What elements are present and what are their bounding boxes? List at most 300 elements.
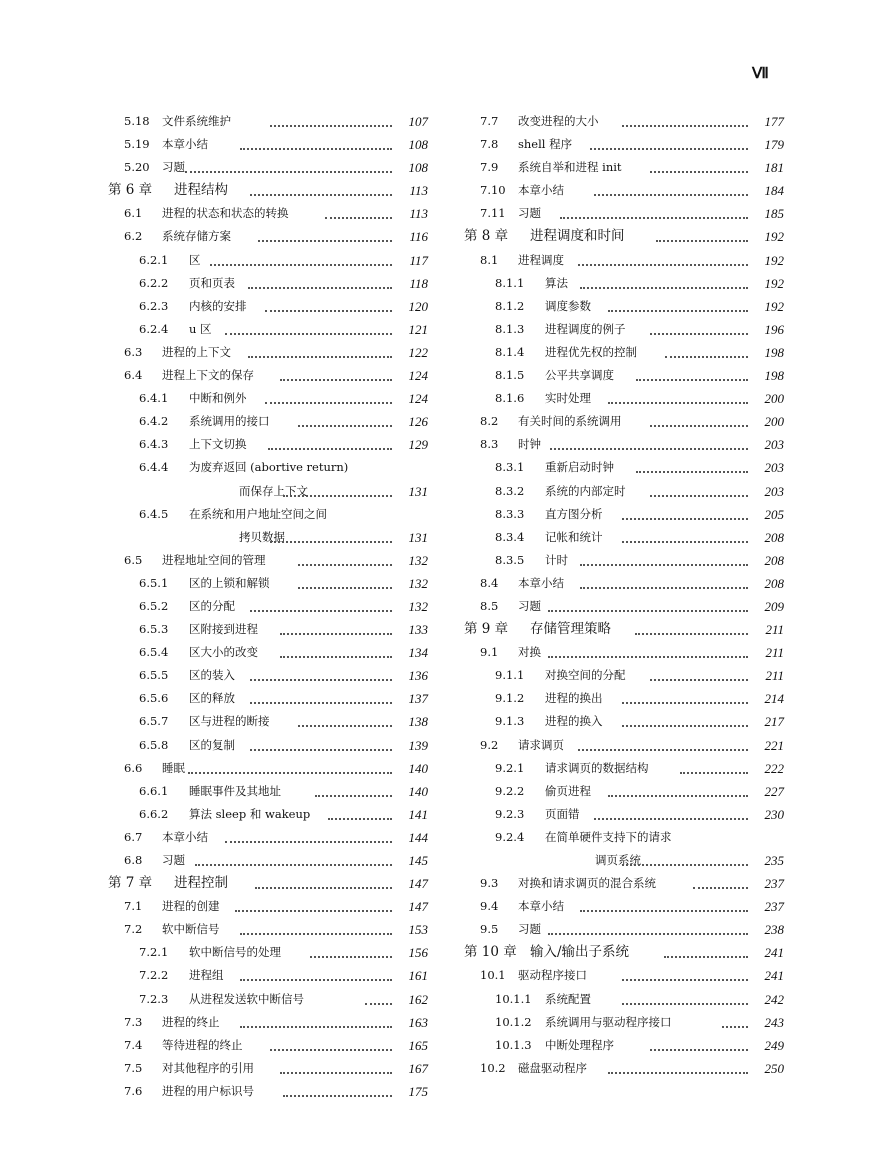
toc-entry-title: 进程调度 [518, 252, 564, 267]
toc-dot-leader [608, 402, 748, 404]
toc-entry-title: 偷页进程 [545, 783, 591, 798]
toc-dot-leader [693, 887, 748, 889]
toc-dot-leader [622, 979, 748, 981]
toc-entry-title: 软中断信号的处理 [189, 945, 281, 960]
toc-dot-leader [225, 841, 392, 843]
toc-entry [108, 433, 428, 456]
toc-entry-number: 6.4.2 [139, 414, 169, 429]
toc-entry-title: 为废弃返回 (abortive return) [189, 460, 349, 475]
toc-dot-leader [650, 333, 748, 335]
toc-dot-leader [650, 171, 748, 173]
toc-entry-title: 进程的状态和状态的转换 [162, 206, 289, 221]
toc-entry [108, 503, 428, 526]
toc-entry [108, 318, 428, 341]
toc-entry-number: 6.3 [124, 344, 143, 359]
toc-entry-number: 10.1.2 [495, 1014, 532, 1029]
toc-dot-leader [250, 610, 392, 612]
toc-entry-page: 211 [765, 668, 784, 684]
toc-entry [464, 687, 784, 710]
toc-entry [464, 387, 784, 410]
toc-entry-title: 睡眠事件及其地址 [189, 783, 281, 798]
toc-entry [464, 364, 784, 387]
toc-entry-title: 调度参数 [545, 298, 591, 313]
toc-entry [108, 272, 428, 295]
toc-dot-leader [608, 310, 748, 312]
toc-entry-title: 算法 sleep 和 wakeup [189, 806, 311, 821]
toc-entry [108, 710, 428, 733]
toc-entry-page: 134 [408, 645, 428, 661]
toc-dot-leader [580, 587, 748, 589]
toc-dot-leader [580, 910, 748, 912]
toc-entry-number: 6.5.3 [139, 622, 169, 637]
toc-entry-number: 6.5.2 [139, 598, 169, 613]
toc-chapter-entry [108, 179, 428, 202]
toc-entry-title: 区与进程的断接 [189, 714, 270, 729]
toc-entry-number: 6.5.6 [139, 691, 169, 706]
toc-dot-leader [622, 518, 748, 520]
toc-dot-leader [315, 795, 392, 797]
toc-dot-leader [280, 1072, 392, 1074]
toc-entry [108, 202, 428, 225]
toc-entry [108, 1080, 428, 1103]
toc-entry-page: 203 [764, 437, 784, 453]
toc-entry-number: 6.8 [124, 853, 143, 867]
toc-dot-leader [580, 564, 748, 566]
toc-entry [464, 156, 784, 179]
toc-dot-leader [578, 749, 748, 751]
toc-entry [464, 456, 784, 479]
toc-entry-page: 108 [408, 160, 428, 176]
toc-entry-title: 上下文切换 [189, 437, 247, 452]
toc-entry-number: 9.3 [480, 876, 499, 891]
toc-entry-title: u 区 [189, 321, 212, 336]
toc-dot-leader [608, 1072, 748, 1074]
toc-dot-leader [283, 1095, 392, 1097]
toc-entry [464, 780, 784, 803]
toc-entry-page: 192 [764, 275, 784, 291]
toc-entry-number: 6.4.1 [139, 391, 169, 406]
page-number: Ⅶ [752, 66, 769, 82]
toc-dot-leader [188, 772, 392, 774]
toc-entry-title: 实时处理 [545, 391, 591, 406]
toc-entry-page: 198 [764, 344, 784, 360]
toc-entry [464, 318, 784, 341]
toc-entry-page: 203 [764, 483, 784, 499]
toc-entry [108, 964, 428, 987]
toc-entry-page: 196 [764, 321, 784, 337]
toc-entry-title: 区 [189, 252, 201, 267]
toc-entry [108, 156, 428, 179]
toc-dot-leader [280, 379, 392, 381]
toc-dot-leader [590, 148, 748, 150]
toc-entry-page: 217 [764, 714, 784, 730]
toc-entry-title: 本章小结 [518, 899, 564, 914]
toc-entry-page: 161 [408, 968, 428, 984]
toc-entry-number: 6.5.4 [139, 645, 169, 660]
toc-dot-leader [656, 240, 748, 242]
toc-dot-leader [636, 471, 748, 473]
toc-entry-page: 132 [408, 552, 428, 568]
toc-entry-number: 6.4.5 [139, 506, 169, 521]
toc-entry-page: 238 [764, 922, 784, 938]
toc-entry [108, 803, 428, 826]
toc-entry-page: 177 [764, 114, 784, 129]
toc-dot-leader [210, 264, 392, 266]
toc-dot-leader [225, 333, 392, 335]
toc-dot-leader [283, 495, 392, 497]
toc-entry-number: 8.3.1 [495, 460, 525, 475]
toc-entry [464, 179, 784, 202]
toc-entry-title: 进程结构 [174, 182, 228, 199]
toc-entry-number: 8.1.5 [495, 368, 525, 383]
toc-entry-title: 而保存上下文 [239, 483, 308, 498]
toc-entry [464, 572, 784, 595]
toc-entry-title: 习题 [162, 160, 185, 175]
toc-dot-leader [578, 264, 748, 266]
toc-entry [108, 341, 428, 364]
toc-entry [108, 364, 428, 387]
toc-entry-title: 重新启动时钟 [545, 460, 614, 475]
toc-entry-number: 7.2.3 [139, 991, 169, 1006]
toc-entry-number: 9.4 [480, 899, 499, 914]
toc-dot-leader [270, 541, 392, 543]
toc-entry-number: 5.18 [124, 114, 150, 128]
toc-dot-leader [250, 194, 392, 196]
toc-entry-title: 系统自举和进程 init [518, 160, 622, 175]
toc-entry-title: 进程的用户标识号 [162, 1083, 254, 1098]
toc-entry-page: 181 [764, 160, 784, 176]
toc-entry-title: 软中断信号 [162, 922, 220, 937]
toc-entry-number: 10.2 [480, 1060, 506, 1075]
toc-entry-number: 8.4 [480, 575, 499, 590]
toc-entry [108, 295, 428, 318]
toc-dot-leader [248, 287, 392, 289]
toc-entry [108, 456, 428, 479]
toc-dot-leader [548, 610, 748, 612]
toc-entry-page: 147 [408, 876, 428, 892]
toc-dot-leader [722, 1026, 748, 1028]
toc-dot-leader [622, 541, 748, 543]
toc-entry-number: 9.2.1 [495, 760, 525, 775]
toc-dot-leader [270, 125, 392, 127]
toc-entry-title: shell 程序 [518, 137, 573, 152]
toc-dot-leader [650, 495, 748, 497]
toc-entry [464, 272, 784, 295]
toc-entry [108, 225, 428, 248]
toc-entry-page: 121 [408, 321, 428, 337]
toc-entry [464, 826, 784, 849]
toc-entry-number: 7.3 [124, 1014, 143, 1029]
toc-dot-leader [325, 217, 392, 219]
toc-entry-number: 9.2.2 [495, 783, 525, 798]
toc-entry [108, 572, 428, 595]
toc-entry-title: 改变进程的大小 [518, 114, 599, 128]
toc-dot-leader [594, 194, 748, 196]
toc-entry-title: 算法 [545, 275, 568, 290]
toc-dot-leader [310, 956, 392, 958]
toc-entry-page: 185 [764, 206, 784, 222]
toc-entry-title: 本章小结 [518, 183, 564, 198]
toc-entry-title: 区大小的改变 [189, 645, 258, 660]
toc-entry-title: 习题 [518, 206, 541, 221]
toc-entry-number: 8.3.2 [495, 483, 525, 498]
toc-dot-leader [240, 1026, 392, 1028]
toc-entry-page: 175 [408, 1083, 428, 1099]
toc-entry-title: 进程调度的例子 [545, 321, 626, 336]
toc-entry-number: 7.7 [480, 114, 499, 128]
toc-entry-page: 122 [408, 344, 428, 360]
toc-entry-title: 存储管理策略 [530, 621, 611, 638]
toc-left-column [108, 110, 428, 1103]
toc-entry-title: 驱动程序接口 [518, 968, 587, 983]
toc-entry [464, 988, 784, 1011]
toc-entry-page: 126 [408, 414, 428, 430]
toc-entry-title: 区的释放 [189, 691, 235, 706]
toc-entry-number: 7.2.1 [139, 945, 169, 960]
toc-dot-leader [250, 749, 392, 751]
toc-entry-page: 124 [408, 368, 428, 384]
toc-entry [108, 595, 428, 618]
toc-entry-number: 6.2.2 [139, 275, 169, 290]
toc-entry [464, 202, 784, 225]
toc-entry-number: 6.6.2 [139, 806, 169, 821]
toc-entry [464, 480, 784, 503]
toc-entry-page: 198 [764, 368, 784, 384]
toc-entry-title: 进程上下文的保存 [162, 368, 254, 383]
toc-dot-leader [250, 679, 392, 681]
toc-dot-leader [270, 1049, 392, 1051]
toc-entry [108, 110, 428, 133]
toc-chapter-entry [464, 941, 784, 964]
toc-entry [464, 803, 784, 826]
toc-entry-page: 120 [408, 298, 428, 314]
toc-entry-page: 113 [409, 206, 428, 222]
toc-entry-page: 138 [408, 714, 428, 730]
toc-entry [464, 410, 784, 433]
toc-dot-leader [298, 564, 392, 566]
toc-entry-title: 中断和例外 [189, 391, 247, 406]
toc-entry-page: 129 [408, 437, 428, 453]
toc-entry-title: 页和页表 [189, 275, 235, 290]
toc-entry [108, 918, 428, 941]
toc-entry-number: 6.2.3 [139, 298, 169, 313]
toc-dot-leader [665, 356, 748, 358]
toc-entry-number: 5.19 [124, 137, 150, 152]
toc-entry-page: 237 [764, 876, 784, 892]
toc-entry [464, 341, 784, 364]
toc-entry-page: 147 [408, 899, 428, 915]
toc-entry-number: 9.2 [480, 737, 499, 752]
toc-entry-number: 8.1.6 [495, 391, 525, 406]
toc-entry-page: 211 [765, 645, 784, 661]
toc-dot-leader [548, 933, 748, 935]
toc-entry-title: 文件系统维护 [162, 114, 231, 128]
toc-entry-page: 144 [408, 829, 428, 845]
toc-entry-page: 132 [408, 598, 428, 614]
toc-entry-page: 167 [408, 1060, 428, 1076]
toc-entry [464, 110, 784, 133]
toc-entry [108, 618, 428, 641]
toc-entry-title: 从进程发送软中断信号 [189, 991, 304, 1006]
toc-dot-leader [550, 448, 748, 450]
toc-entry [464, 964, 784, 987]
toc-entry-page: 163 [408, 1014, 428, 1030]
toc-entry-number: 8.1.4 [495, 344, 525, 359]
toc-entry-number: 8.1.1 [495, 275, 525, 290]
toc-entry-title: 公平共享调度 [545, 368, 614, 383]
toc-entry-number: 7.4 [124, 1037, 143, 1052]
toc-dot-leader [622, 702, 748, 704]
toc-entry-number: 10.1.1 [495, 991, 532, 1006]
toc-dot-leader [580, 287, 748, 289]
toc-entry-page: 222 [764, 760, 784, 776]
toc-entry-number: 7.2 [124, 922, 143, 937]
toc-entry-title: 对换空间的分配 [545, 668, 626, 683]
toc-entry-page: 117 [409, 252, 428, 268]
toc-entry-page: 208 [764, 575, 784, 591]
toc-entry [108, 526, 428, 549]
toc-dot-leader [280, 633, 392, 635]
toc-dot-leader [636, 379, 748, 381]
toc-entry-number: 第 6 章 [108, 182, 153, 199]
toc-entry-number: 6.5.5 [139, 668, 169, 683]
toc-entry [108, 895, 428, 918]
toc-entry [464, 641, 784, 664]
toc-entry-number: 9.1.3 [495, 714, 525, 729]
toc-entry-title: 系统的内部定时 [545, 483, 626, 498]
toc-entry-number: 9.1.1 [495, 668, 525, 683]
toc-entry-number: 第 10 章 [464, 944, 517, 961]
toc-entry [464, 872, 784, 895]
toc-entry-title: 对换 [518, 645, 541, 660]
toc-entry-title: 习题 [518, 598, 541, 613]
toc-dot-leader [298, 587, 392, 589]
toc-entry-page: 208 [764, 529, 784, 545]
toc-entry-title: 进程的终止 [162, 1014, 220, 1029]
toc-right-column [464, 110, 784, 1080]
toc-entry-page: 200 [764, 414, 784, 430]
toc-entry-page: 133 [408, 622, 428, 638]
toc-dot-leader [622, 125, 748, 127]
toc-dot-leader [635, 633, 748, 635]
toc-entry-title: 习题 [162, 853, 185, 867]
toc-entry [464, 433, 784, 456]
toc-entry-title: 在简单硬件支持下的请求 [545, 829, 672, 844]
toc-entry-title: 直方图分析 [545, 506, 603, 521]
toc-entry-title: 输入/输出子系统 [530, 944, 630, 961]
toc-dot-leader [622, 1003, 748, 1005]
toc-entry-page: 136 [408, 668, 428, 684]
toc-entry-page: 227 [764, 783, 784, 799]
toc-entry [108, 780, 428, 803]
toc-entry [464, 895, 784, 918]
toc-entry-page: 156 [408, 945, 428, 961]
toc-entry-page: 145 [408, 853, 428, 868]
toc-entry-title: 对其他程序的引用 [162, 1060, 254, 1075]
toc-entry-page: 140 [408, 760, 428, 776]
toc-entry [108, 734, 428, 757]
toc-entry [108, 1057, 428, 1080]
toc-entry-title: 本章小结 [518, 575, 564, 590]
toc-entry-number: 7.1 [124, 899, 143, 914]
toc-entry-page: 250 [764, 1060, 784, 1076]
toc-entry [464, 249, 784, 272]
toc-entry-number: 6.5 [124, 552, 143, 567]
toc-entry-number: 5.20 [124, 160, 150, 175]
toc-entry-number: 7.9 [480, 160, 499, 175]
toc-entry-number: 9.2.4 [495, 829, 525, 844]
toc-entry [464, 734, 784, 757]
toc-entry-title: 对换和请求调页的混合系统 [518, 876, 656, 891]
toc-entry [464, 295, 784, 318]
toc-entry-page: 153 [408, 922, 428, 938]
toc-dot-leader [265, 310, 392, 312]
toc-entry-title: 区的分配 [189, 598, 235, 613]
toc-entry-title: 本章小结 [162, 829, 208, 844]
toc-entry-page: 165 [408, 1037, 428, 1053]
toc-entry-number: 9.1.2 [495, 691, 525, 706]
toc-entry-number: 8.3.5 [495, 552, 525, 567]
toc-entry-title: 进程组 [189, 968, 224, 983]
toc-entry-number: 10.1 [480, 968, 506, 983]
toc-entry-number: 第 7 章 [108, 875, 153, 892]
toc-entry-title: 系统存储方案 [162, 229, 231, 244]
toc-entry-number: 第 8 章 [464, 228, 509, 245]
toc-entry-number: 6.1 [124, 206, 143, 221]
toc-entry-number: 6.4 [124, 368, 143, 383]
toc-entry-number: 6.4.4 [139, 460, 169, 475]
toc-entry-page: 235 [764, 853, 784, 868]
toc-chapter-entry [464, 618, 784, 641]
toc-entry-page: 116 [409, 229, 428, 245]
toc-entry-page: 137 [408, 691, 428, 707]
toc-entry-title: 时钟 [518, 437, 541, 452]
toc-entry-number: 8.3.3 [495, 506, 525, 521]
toc-entry [108, 757, 428, 780]
toc-entry-title: 系统配置 [545, 991, 591, 1006]
toc-entry-number: 7.11 [480, 206, 506, 221]
toc-entry-page: 124 [408, 391, 428, 407]
toc-entry-page: 237 [764, 899, 784, 915]
toc-entry-title: 区的复制 [189, 737, 235, 752]
toc-entry-title: 进程的换出 [545, 691, 603, 706]
toc-entry-title: 请求调页的数据结构 [545, 760, 649, 775]
toc-entry [464, 710, 784, 733]
toc-entry-title: 磁盘驱动程序 [518, 1060, 587, 1075]
toc-entry-page: 118 [409, 275, 428, 291]
toc-entry-number: 8.1.2 [495, 298, 525, 313]
toc-dot-leader [235, 910, 392, 912]
toc-entry-page: 242 [764, 991, 784, 1007]
toc-entry [108, 687, 428, 710]
toc-entry [464, 1057, 784, 1080]
toc-entry-number: 8.5 [480, 598, 499, 613]
toc-entry [464, 1034, 784, 1057]
toc-entry-number: 6.2.1 [139, 252, 169, 267]
toc-entry-title: 记帐和统计 [545, 529, 603, 544]
toc-entry [464, 849, 784, 872]
toc-dot-leader [248, 356, 392, 358]
toc-dot-leader [240, 979, 392, 981]
toc-entry [108, 1034, 428, 1057]
toc-entry [108, 387, 428, 410]
toc-chapter-entry [464, 225, 784, 248]
toc-entry [108, 480, 428, 503]
toc-entry-page: 209 [764, 598, 784, 614]
toc-entry-number: 6.5.1 [139, 575, 169, 590]
toc-entry [464, 595, 784, 618]
toc-entry-title: 进程地址空间的管理 [162, 552, 266, 567]
